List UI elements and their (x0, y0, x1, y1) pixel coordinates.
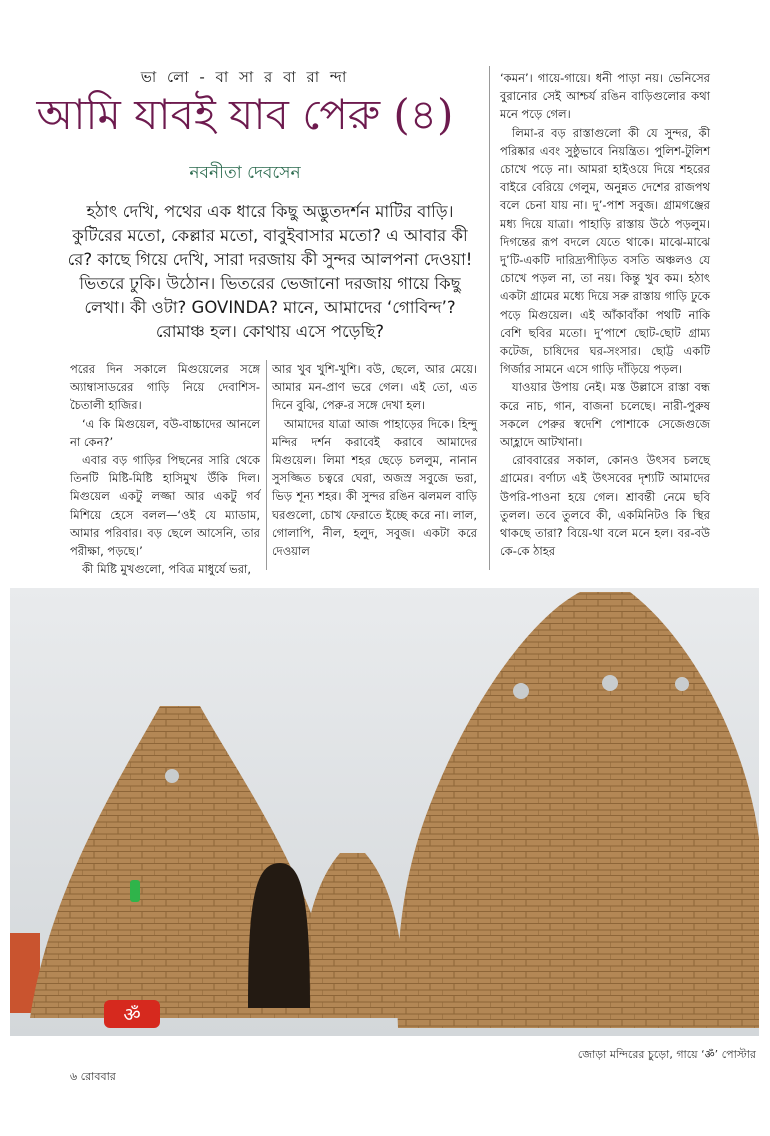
paragraph: রোববারের সকাল, কোনও উৎসব চলছে গ্রামের। বর্ণাঢ্য এই উৎসবের দৃশ্যটি আমাদের উপরি-পাওনা হয়ে গেল। শ্রাবন্তী নেমে ছবি তুলল। তবে তুলবে কী, একমিনিটও কি স্থির থাকছে তারা? বিয়ে-থা বলে মনে হল। বর-বউ কে-কে ঠাহর (500, 453, 710, 559)
text-column-1 (70, 360, 260, 578)
temple-photo (10, 588, 759, 1036)
text-column-2 (272, 360, 477, 560)
page-folio: ৬ রোববার (70, 1070, 116, 1083)
article-title: আমি যাবই যাব পেরু (৪) (36, 90, 454, 139)
paragraph: লিমা-র বড় রাস্তাগুলো কী যে সুন্দর, কী পরিষ্কার এবং সুষ্ঠুভাবে নিয়ন্ত্রিত। পুলিশ-টুলিশ চোখে পড়ে না। আমরা হাইওয়ে দিয়ে শহরের বাইরে বেরিয়ে গেলুম, অনুন্নত দেশের রাজপথ বলে চেনা যায় না। দু’-পাশ সবুজ। গ্রামগঞ্জের মধ্য দিয়ে যাত্রা। পাহাড়ি রাস্তায় উঠে পড়লুম। দিগন্তের রূপ বদলে যেতে থাকে। মাঝে-মাঝে দু’টি-একটি দারিদ্র্যপীড়িত বসতি অঞ্চলও যে চোখে পড়ল না, তা নয়। কিন্তু খুব কম। হঠাৎ একটা গ্রামের মধ্যে দিয়ে সরু রাস্তায় গাড়ি ঢুকে পড়ে মিগুয়েল। এই আঁকাবাঁকা পথটি নাকি বেশি ছবির মতো। দু’পাশে ছোট-ছোট গ্রাম্য কটেজ, চাষিদের ঘর-সংসার। ছোট্ট একটি গির্জার সামনে এসে গাড়ি দাঁড়িয়ে পড়ল। (500, 125, 710, 377)
dome-vent (675, 677, 689, 691)
column-divider (266, 360, 267, 570)
mud-domes-illustration (10, 588, 759, 1036)
paragraph: এবার বড় গাড়ির পিছনের সারি থেকে তিনটি মিষ্টি-মিষ্টি হাসিমুখ উঁকি দিল। মিগুয়েল একটু লজ্জা আর একটু গর্ব মিশিয়ে হেসে বলল—‘ওই যে ম্যাডাম, আমার পরিবার। বড় ছেলে আসেনি, তার পরীক্ষা, পড়ছে।’ (70, 453, 260, 559)
section-kicker: ভা লো - বা সা র বা রা ন্দা (140, 68, 350, 86)
dome-vent (602, 675, 618, 691)
intro-paragraph: হঠাৎ দেখি, পথের এক ধারে কিছু অদ্ভুতদর্শন মাটির বাড়ি। কুটিরের মতো, কেল্লার মতো, বাবুইবাসার মতো? এ আবার কী রে? কাছে গিয়ে দেখি, সারা দরজায় কী সুন্দর আলপনা দেওয়া! ভিতরে ঢুকি। উঠোন। ভিতরের ভেজানো দরজায় গায়ে কিছু লেখা। কী ওটা? GOVINDA? মানে, আমাদের ‘গোবিন্দ’? রোমাঞ্চ হল। কোথায় এসে পড়েছি? (67, 202, 473, 341)
photo-caption: জোড়া মন্দিরের চুড়ো, গায়ে ‘ॐ’ পোস্টার (577, 1048, 756, 1061)
om-sign: ॐ (123, 1004, 141, 1026)
author-byline: নবনীতা দেবসেন (189, 163, 301, 183)
green-bottle (130, 880, 140, 902)
dome-doorway (248, 863, 310, 1008)
paragraph: পরের দিন সকালে মিগুয়েলের সঙ্গে অ্যাম্বাসাডরের গাড়ি নিয়ে দেবাশিস-চৈতালী হাজির। (70, 362, 260, 413)
paragraph: আর খুব খুশি-খুশি। বউ, ছেলে, আর মেয়ে। আমার মন-প্রাণ ভরে গেল। এই তো, এত দিনে বুঝি, পেরু-র সঙ্গে দেখা হল। (272, 362, 477, 413)
paragraph: ‘কমন’। গায়ে-গায়ে। ধনী পাড়া নয়। ভেনিসের বুরানোর সেই আশ্চর্য রঙিন বাড়িগুলোর কথা মনে পড়ে গেল। (500, 71, 710, 122)
dome-vent (165, 769, 179, 783)
paragraph: আমাদের যাত্রা আজ পাহাড়ের দিকে। হিন্দু মন্দির দর্শন করাবেই করাবে আমাদের মিগুয়েল। লিমা শহর ছেড়ে চললুম, নানান সুসজ্জিত চত্বরে ঘেরা, অজস্র সবুজে ভরা, ভিড় শূন্য শহর। কী সুন্দর রঙিন ঝলমল বাড়ি ঘরগুলো, চোখ ফেরাতে ইচ্ছে করে না। লাল, গোলাপি, নীল, হলুদ, সবুজ। একটা করে দেওয়াল (272, 416, 477, 559)
text-column-3 (500, 69, 710, 560)
paragraph: ‘এ কি মিগুয়েল, বউ-বাচ্চাদের আনলে না কেন?’ (70, 416, 260, 449)
dome-vent (513, 683, 529, 699)
paragraph: যাওয়ার উপায় নেই। মস্ত উল্লাসে রাস্তা বন্ধ করে নাচ, গান, বাজনা চলেছে। নারী-পুরুষ সকলে পেরুর স্বদেশি পোশাকে সেজেগুজে আহ্লাদে আটখানা। (500, 380, 710, 450)
column-divider (489, 66, 490, 570)
paragraph: কী মিষ্টি মুখগুলো, পবিত্র মাধুর্যে ভরা, (82, 562, 252, 577)
